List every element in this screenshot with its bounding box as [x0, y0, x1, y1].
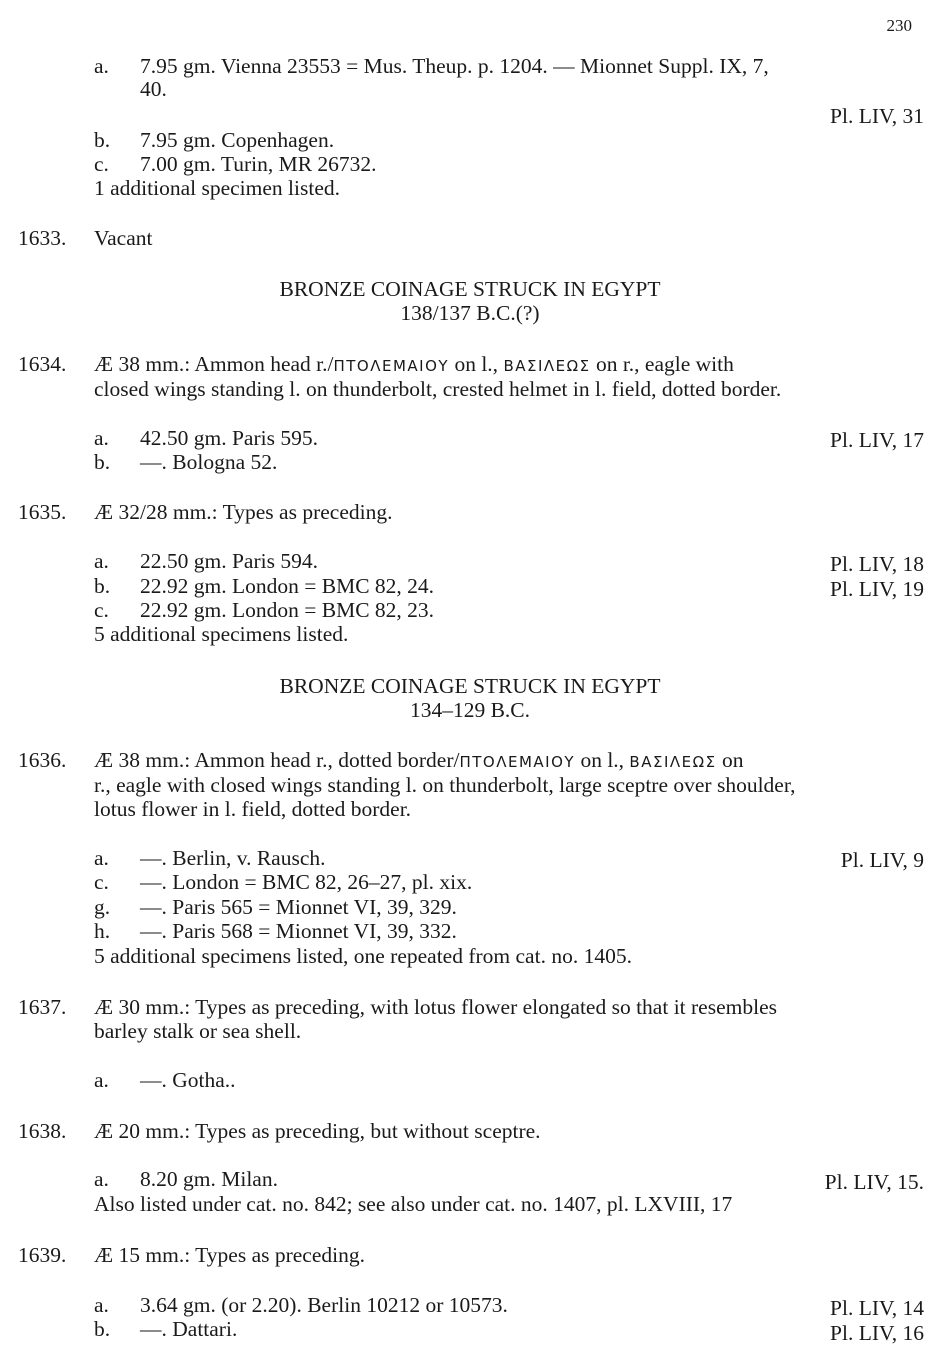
- specimen-label: a.: [94, 1293, 109, 1317]
- additional-note: 5 additional specimens listed, one repeated from cat. no. 1405.: [94, 944, 632, 968]
- specimen-label: a.: [94, 1167, 109, 1191]
- plate-ref: Pl. LIV, 17: [830, 428, 924, 452]
- desc-part: Æ 38 mm.: Ammon head r., dotted border/: [94, 748, 460, 772]
- specimen-text: 22.50 gm. Paris 594.: [140, 549, 318, 573]
- specimen-text: 7.95 gm. Vienna 23553 = Mus. Theup. p. 1204. — Mionnet Suppl. IX, 7,: [140, 54, 769, 78]
- entry-number: 1633.: [18, 226, 67, 250]
- specimen-text: —. London = BMC 82, 26–27, pl. xix.: [140, 870, 473, 894]
- entry-number: 1637.: [18, 995, 67, 1019]
- entry-description-line2: barley stalk or sea shell.: [94, 1019, 302, 1043]
- entry-number: 1638.: [18, 1119, 67, 1143]
- specimen-label: b.: [94, 574, 111, 598]
- specimen-label: c.: [94, 870, 109, 894]
- specimen-label: c.: [94, 152, 109, 176]
- entry-description: Æ 15 mm.: Types as preceding.: [94, 1243, 365, 1267]
- desc-part: on l.,: [575, 748, 630, 772]
- section-title: BRONZE COINAGE STRUCK IN EGYPT: [279, 277, 661, 301]
- specimen-text: 7.95 gm. Copenhagen.: [140, 128, 335, 152]
- entry-description: Æ 20 mm.: Types as preceding, but without sceptre.: [94, 1119, 541, 1143]
- greek-legend-basileos: ΒΑΣΙΛΕΩΣ: [503, 357, 591, 375]
- specimen-text: —. Berlin, v. Rausch.: [140, 846, 326, 870]
- plate-ref: Pl. LIV, 31: [830, 104, 924, 128]
- specimen-text: —. Gotha..: [140, 1068, 236, 1092]
- plate-ref: Pl. LIV, 14: [830, 1296, 924, 1320]
- desc-part: on l.,: [449, 352, 504, 376]
- entry-description-line3: lotus flower in l. field, dotted border.: [94, 797, 412, 821]
- specimen-text: —. Dattari.: [140, 1317, 238, 1341]
- specimen-text: —. Paris 565 = Mionnet VI, 39, 329.: [140, 895, 457, 919]
- section-title: BRONZE COINAGE STRUCK IN EGYPT: [279, 674, 661, 698]
- entry-description: Æ 30 mm.: Types as preceding, with lotus flower elongated so that it resembles: [94, 995, 777, 1019]
- specimen-label: c.: [94, 598, 109, 622]
- entry-number: 1635.: [18, 500, 67, 524]
- plate-ref: Pl. LIV, 16: [830, 1321, 924, 1345]
- specimen-label: h.: [94, 919, 111, 943]
- entry-description: [94, 352, 734, 378]
- plate-ref: Pl. LIV, 15.: [824, 1170, 924, 1194]
- specimen-label: a.: [94, 846, 109, 870]
- specimen-label: g.: [94, 895, 111, 919]
- additional-note: Also listed under cat. no. 842; see also under cat. no. 1407, pl. LXVIII, 17: [94, 1192, 733, 1216]
- section-date: 134–129 B.C.: [409, 698, 531, 722]
- plate-ref: Pl. LIV, 9: [840, 848, 924, 872]
- entry-number: 1636.: [18, 748, 67, 772]
- specimen-label: a.: [94, 549, 109, 573]
- greek-legend-ptolemaiou: ΠΤΟΛΕΜΑΙΟΥ: [333, 357, 450, 375]
- entry-description-line2: closed wings standing l. on thunderbolt, crested helmet in l. field, dotted border.: [94, 377, 782, 401]
- specimen-text: 8.20 gm. Milan.: [140, 1167, 278, 1191]
- entry-description: Æ 32/28 mm.: Types as preceding.: [94, 500, 393, 524]
- specimen-label: a.: [94, 54, 109, 78]
- specimen-label: a.: [94, 426, 109, 450]
- specimen-text: 3.64 gm. (or 2.20). Berlin 10212 or 10573.: [140, 1293, 508, 1317]
- greek-legend-basileos: ΒΑΣΙΛΕΩΣ: [629, 753, 717, 771]
- entry-number: 1639.: [18, 1243, 67, 1267]
- entry-description: [94, 748, 743, 774]
- additional-note: 1 additional specimen listed.: [94, 176, 341, 200]
- specimen-text: —. Paris 568 = Mionnet VI, 39, 332.: [140, 919, 457, 943]
- specimen-text: 42.50 gm. Paris 595.: [140, 426, 318, 450]
- plate-ref: Pl. LIV, 19: [830, 577, 924, 601]
- specimen-label: b.: [94, 450, 111, 474]
- greek-legend-ptolemaiou: ΠΤΟΛΕΜΑΙΟΥ: [459, 753, 576, 771]
- desc-part: on: [716, 748, 744, 772]
- section-date: 138/137 B.C.(?): [400, 301, 540, 325]
- entry-description: Vacant: [94, 226, 153, 250]
- specimen-label: b.: [94, 1317, 111, 1341]
- entry-number: 1634.: [18, 352, 67, 376]
- specimen-text: 22.92 gm. London = BMC 82, 23.: [140, 598, 435, 622]
- desc-part: Æ 38 mm.: Ammon head r./: [94, 352, 334, 376]
- specimen-text: 22.92 gm. London = BMC 82, 24.: [140, 574, 435, 598]
- specimen-label: b.: [94, 128, 111, 152]
- page-number: 230: [886, 16, 912, 35]
- specimen-label: a.: [94, 1068, 109, 1092]
- specimen-text-cont: 40.: [140, 77, 167, 101]
- desc-part: on r., eagle with: [590, 352, 734, 376]
- additional-note: 5 additional specimens listed.: [94, 622, 349, 646]
- entry-description-line2: r., eagle with closed wings standing l. on thunderbolt, large sceptre over shoulder,: [94, 773, 796, 797]
- specimen-text: 7.00 gm. Turin, MR 26732.: [140, 152, 377, 176]
- specimen-text: —. Bologna 52.: [140, 450, 278, 474]
- plate-ref: Pl. LIV, 18: [830, 552, 924, 576]
